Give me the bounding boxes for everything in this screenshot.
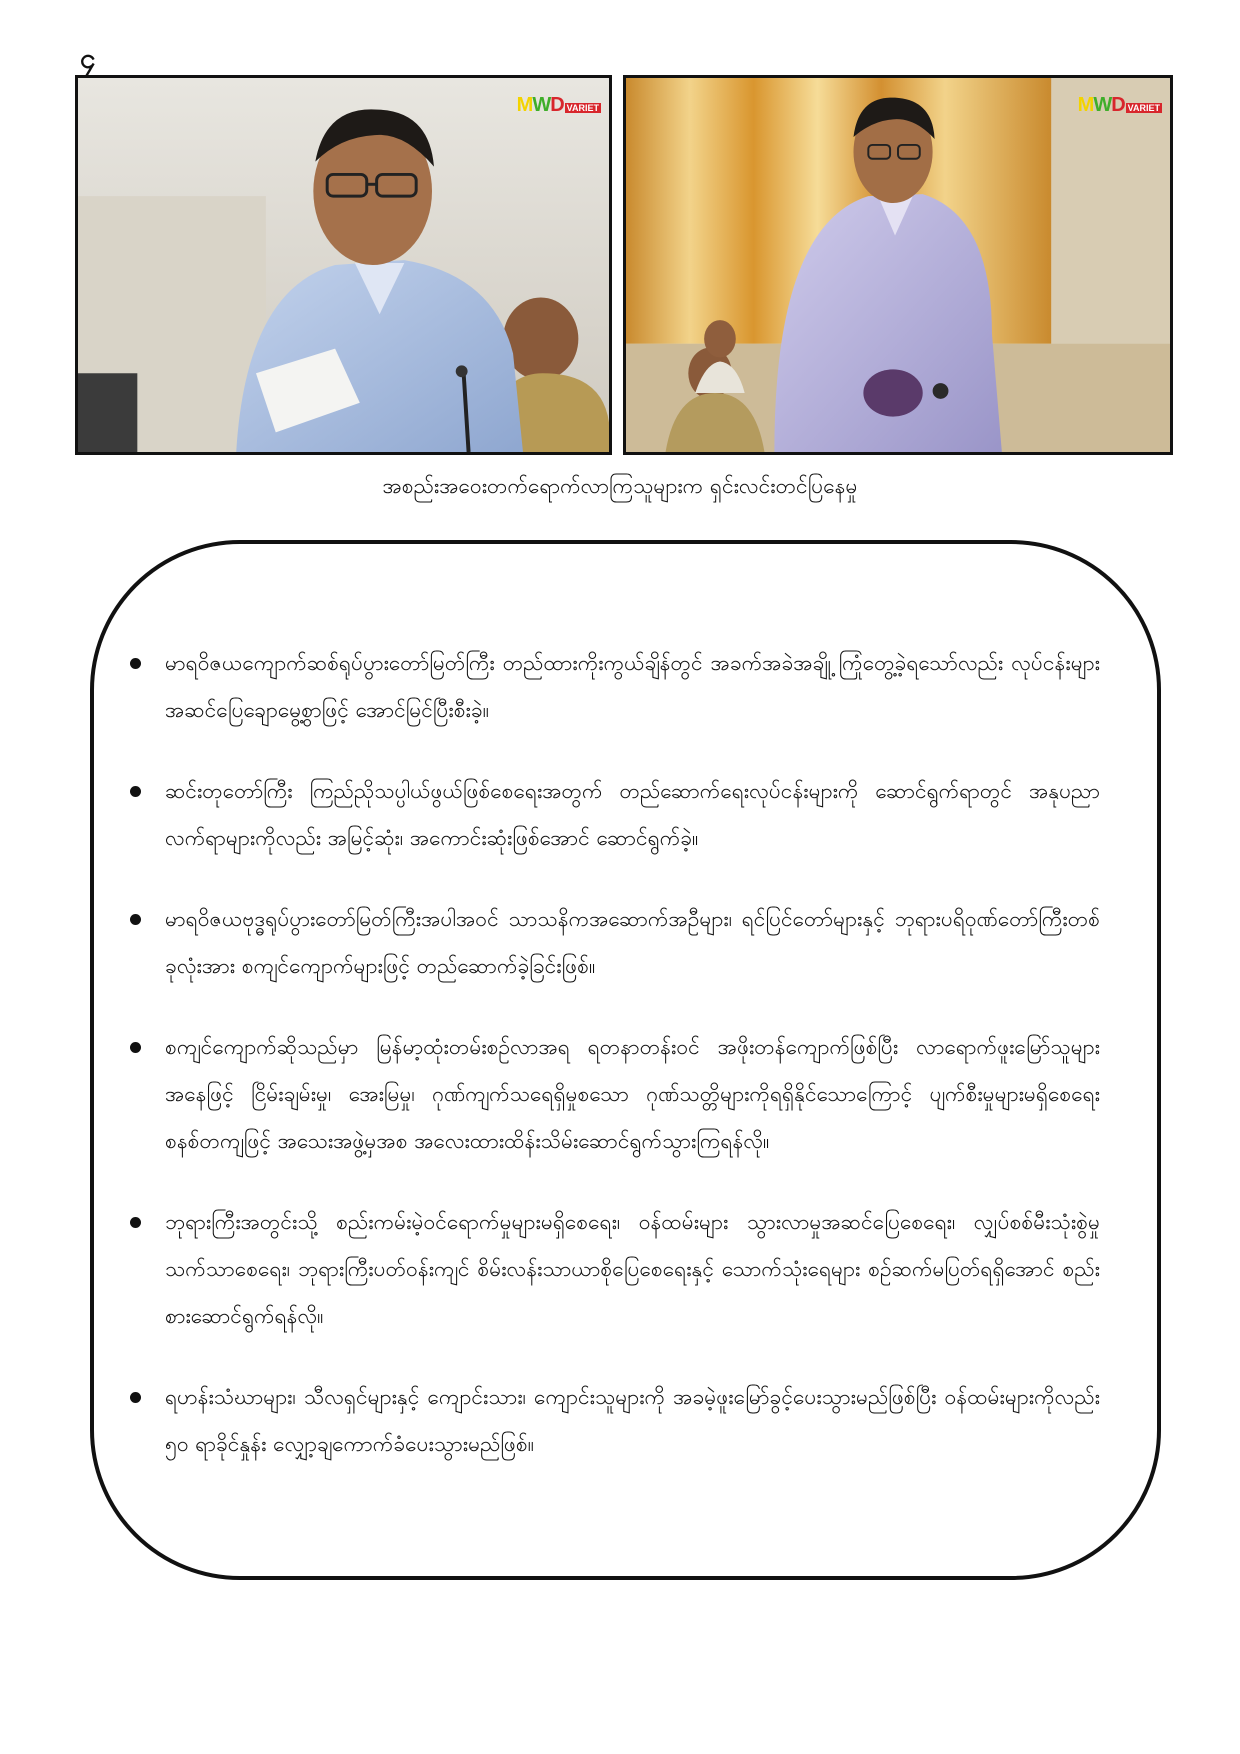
bullet-text: ရဟန်းသံဃာများ၊ သီလရှင်များနှင့် ကျောင်းသား၊ ကျောင်းသူများကို အခမဲ့ဖူးမြော်ခွင့်ပေးသွားမည်ဖြစ်ပြီး ဝန်ထမ်းများကိုလည်း ၅၀ ရာခိုင်နှုန်း လျှော့ချကောက်ခံပေးသွားမည်ဖြစ်။ bbox=[165, 1385, 1100, 1456]
photo-caption: အစည်းအဝေးတက်ရောက်လာကြသူများက ရှင်းလင်းတင်ပြနေမှု bbox=[382, 474, 858, 498]
bullet-item bbox=[130, 1024, 1100, 1165]
photo-speaker-reading bbox=[75, 75, 612, 455]
page-number: ၄ bbox=[80, 42, 96, 75]
channel-watermark-right: M W D VARIET bbox=[1077, 94, 1160, 116]
bullet-dot bbox=[130, 658, 141, 669]
bullet-text: ဘုရားကြီးအတွင်းသို့ စည်းကမ်းမဲ့ဝင်ရောက်မှုများမရှိစေရေး၊ ဝန်ထမ်းများ သွားလာမှုအဆင်ပြေစေရေး၊ လျှပ်စစ်မီးသုံးစွဲမှုသက်သာစေရေး၊ ဘုရားကြီးပတ်ဝန်းကျင် စိမ်းလန်းသာယာစိုပြေစေရေးနှင့် သောက်သုံးရေများ စဉ်ဆက်မပြတ်ရရှိအောင် စည်းစားဆောင်ရွက်ရန်လို။ bbox=[165, 1210, 1100, 1328]
bullet-item bbox=[130, 896, 1100, 990]
bullet-item bbox=[130, 768, 1100, 862]
photo-speaker-standing bbox=[623, 75, 1173, 455]
bullet-dot bbox=[130, 914, 141, 925]
bullet-text: မာရဝိဇယကျောက်ဆစ်ရုပ်ပွားတော်မြတ်ကြီး တည်ထားကိုးကွယ်ချိန်တွင် အခက်အခဲအချို့ ကြုံတွေ့ခဲ့ရသော်လည်း လုပ်ငန်းများအဆင်ပြေချောမွေ့စွာဖြင့် အောင်မြင်ပြီးစီးခဲ့။ bbox=[165, 651, 1100, 722]
channel-watermark-left: M W D VARIET bbox=[516, 94, 599, 116]
photo-speaker-reading-image bbox=[78, 78, 609, 452]
bullet-item bbox=[130, 1374, 1100, 1468]
bullet-list bbox=[130, 640, 1100, 1502]
bullet-item bbox=[130, 1199, 1100, 1340]
bullet-dot bbox=[130, 1042, 141, 1053]
bullet-item bbox=[130, 640, 1100, 734]
bullet-text: မာရဝိဇယဗုဒ္ဓရုပ်ပွားတော်မြတ်ကြီးအပါအဝင် သာသနိကအဆောက်အဦများ၊ ရင်ပြင်တော်များနှင့် ဘုရားပရိဝုဏ်တော်ကြီးတစ်ခုလုံးအား စကျင်ကျောက်များဖြင့် တည်ဆောက်ခဲ့ခြင်းဖြစ်။ bbox=[165, 907, 1100, 978]
bullet-text: ဆင်းတုတော်ကြီး ကြည်ညိုသပ္ပါယ်ဖွယ်ဖြစ်စေရေးအတွက် တည်ဆောက်ရေးလုပ်ငန်းများကို ဆောင်ရွက်ရာတွင် အနုပညာလက်ရာများကိုလည်း အမြင့်ဆုံး၊ အကောင်းဆုံးဖြစ်အောင် ဆောင်ရွက်ခဲ့။ bbox=[165, 779, 1100, 850]
photo-speaker-standing-image bbox=[626, 78, 1170, 452]
bullet-dot bbox=[130, 1392, 141, 1403]
bullet-dot bbox=[130, 786, 141, 797]
bullet-text: စကျင်ကျောက်ဆိုသည်မှာ မြန်မာ့ထုံးတမ်းစဉ်လာအရ ရတနာတန်းဝင် အဖိုးတန်ကျောက်ဖြစ်ပြီး လာရောက်ဖူးမြော်သူများအနေဖြင့် ငြိမ်းချမ်းမှု၊ အေးမြမှု၊ ဂုဏ်ကျက်သရေရှိမှုစသော ဂုဏ်သတ္တိများကိုရရှိနိုင်သောကြောင့် ပျက်စီးမှုများမရှိစေရေး စနစ်တကျဖြင့် အသေးအဖွဲ့မှအစ အလေးထားထိန်းသိမ်းဆောင်ရွက်သွားကြရန်လို။ bbox=[165, 1035, 1100, 1153]
bullet-dot bbox=[130, 1217, 141, 1228]
